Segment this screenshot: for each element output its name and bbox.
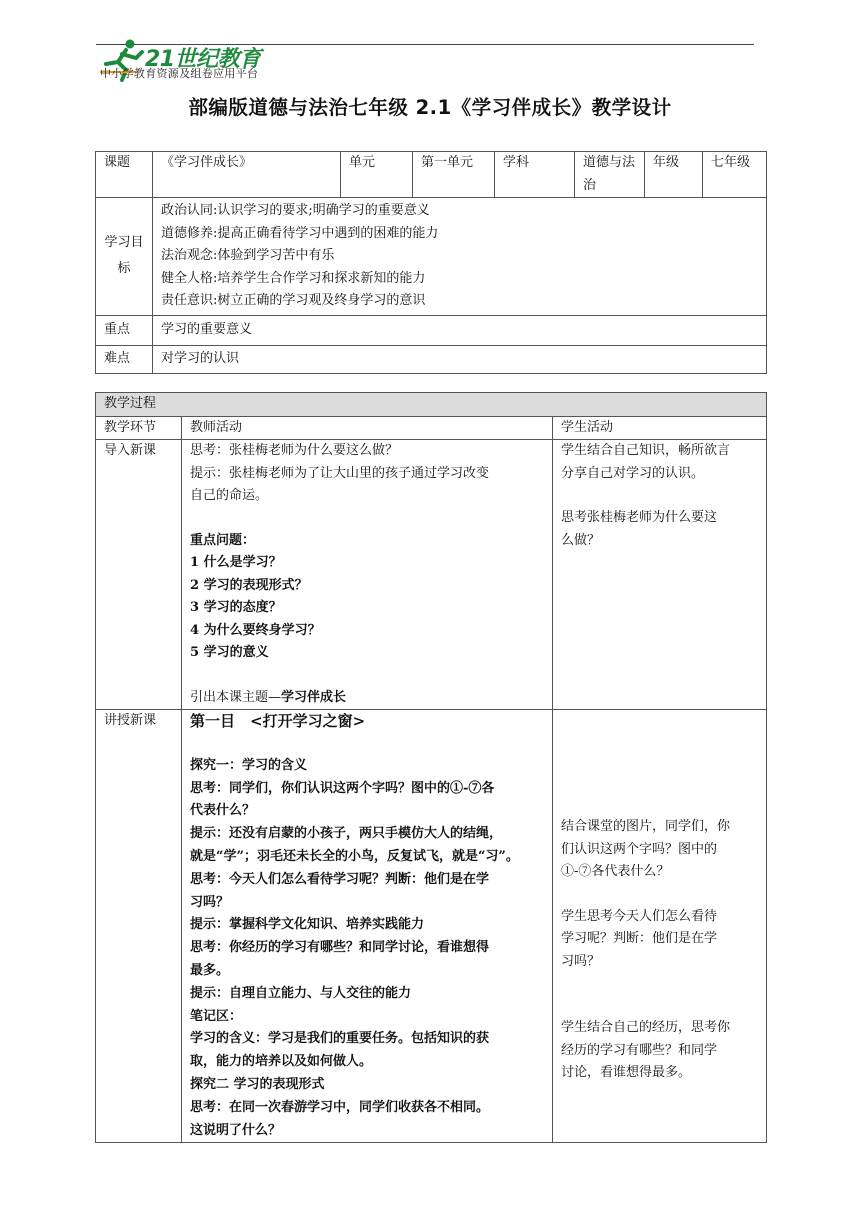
- lesson-info-table: [95, 151, 767, 374]
- page-title: 部编版道德与法治七年级 2.1《学习伴成长》教学设计: [188, 96, 672, 119]
- key-question: 4 为什么要终身学习？: [190, 622, 321, 638]
- student-line: 讨论，看谁想得最多。: [561, 1065, 692, 1080]
- cell-unit-value: 第一单元: [413, 152, 495, 198]
- goal-line: 责任意识:树立正确的学习观及终身学习的意识: [161, 293, 426, 308]
- goal-line: 法治观念:体验到学习苦中有乐: [161, 248, 335, 263]
- info-row-basic: [96, 152, 767, 198]
- spacer: [561, 485, 758, 507]
- cell-goals-label: 学习目标: [96, 198, 153, 316]
- section-title: 第一目 <打开学习之窗>: [190, 712, 366, 730]
- student-activity-intro: [553, 440, 767, 710]
- teacher-line: 学习的含义：学习是我们的重要任务。包括知识的获: [190, 1031, 490, 1047]
- cell-difficulty-value: 对学习的认识: [153, 345, 767, 373]
- cell-grade-label: 年级: [645, 152, 703, 198]
- cell-subject-value: 道德与法治: [575, 152, 645, 198]
- student-line: 结合课堂的图片，同学们，你: [561, 819, 731, 834]
- lead-in-prefix: 引出本课主题—: [190, 689, 282, 705]
- spacer: [190, 665, 544, 687]
- key-question: 3 学习的态度？: [190, 600, 282, 615]
- cell-topic-label: 课题: [96, 152, 153, 198]
- teacher-line: 思考：今天人们怎么看待学习呢？判断：他们是在学: [190, 871, 490, 887]
- stage-intro: 导入新课: [96, 440, 182, 710]
- teacher-line: 这说明了什么？: [190, 1122, 282, 1138]
- teacher-line: 习吗？: [190, 894, 230, 910]
- goal-line: 健全人格:培养学生合作学习和探求新知的能力: [161, 270, 426, 286]
- teacher-line: 思考：你经历的学习有哪些？和同学讨论，看谁想得: [190, 940, 490, 956]
- cell-difficulty-label: 难点: [96, 345, 153, 373]
- process-row-intro: [96, 440, 767, 710]
- spacer: [561, 973, 758, 1017]
- process-heading: 教学过程: [96, 393, 767, 417]
- student-line: 习吗？: [561, 953, 601, 969]
- teacher-line: 探究二 学习的表现形式: [190, 1076, 325, 1092]
- logo-text: 21世纪教育: [145, 47, 261, 72]
- student-line: 思考张桂梅老师为什么要这: [561, 510, 718, 525]
- key-question: 2 学习的表现形式？: [190, 577, 308, 593]
- spacer: [190, 733, 544, 755]
- teacher-line: 笔记区：: [190, 1008, 243, 1024]
- teacher-line: 提示：掌握科学文化知识、培养实践能力: [190, 917, 425, 933]
- student-line: 学生结合自己知识，畅所欲言: [561, 443, 731, 458]
- process-col-header-row: [96, 416, 767, 440]
- info-row-goals: [96, 198, 767, 316]
- teacher-line: 取，能力的培养以及如何做人。: [190, 1054, 373, 1070]
- process-heading-row: [96, 393, 767, 417]
- cell-topic-value: 《学习伴成长》: [153, 152, 341, 198]
- student-line: ①-⑦各代表什么？: [561, 864, 670, 879]
- student-line: 学生思考今天人们怎么看待: [561, 908, 718, 924]
- teacher-line: 思考：同学们，你们认识这两个字吗？图中的①-⑦各: [190, 780, 495, 796]
- logo-subtitle: 中小学教育资源及组卷应用平台: [100, 67, 259, 80]
- col-header-teacher: 教师活动: [182, 416, 553, 440]
- lead-in-topic: 学习伴成长: [281, 689, 347, 705]
- student-line: 们认识这两个字吗？图中的: [561, 841, 718, 857]
- student-line: 学生结合自己的经历，思考你: [561, 1020, 731, 1035]
- cell-subject-label: 学科: [495, 152, 575, 198]
- teacher-line: 提示：还没有启蒙的小孩子，两只手模仿大人的结绳，: [190, 826, 503, 842]
- goal-line: 政治认同:认识学习的要求;明确学习的重要意义: [161, 203, 430, 218]
- col-header-stage: 教学环节: [96, 416, 182, 440]
- student-line: 经历的学习有哪些？和同学: [561, 1042, 718, 1058]
- teacher-line: 提示：自理自立能力、与人交往的能力: [190, 985, 412, 1001]
- teaching-process-table: [95, 392, 767, 1143]
- stage-lecture: 讲授新课: [96, 710, 182, 1143]
- cell-unit-label: 单元: [341, 152, 413, 198]
- cell-key-value: 学习的重要意义: [153, 315, 767, 345]
- student-activity-lecture: [553, 710, 767, 1143]
- goal-line: 道德修养:提高正确看待学习中遇到的困难的能力: [161, 225, 439, 241]
- lead-in-line: [190, 687, 544, 710]
- teacher-line: 就是“学”；羽毛还未长全的小鸟，反复试飞，就是“习”。: [190, 848, 519, 864]
- info-row-difficulty: [96, 345, 767, 373]
- spacer: [190, 508, 544, 530]
- student-line: 学习呢？判断：他们是在学: [561, 931, 718, 946]
- key-question: 5 学习的意义: [190, 645, 269, 660]
- teacher-line: 自己的命运。: [190, 488, 269, 503]
- student-line: 分享自己对学习的认识。: [561, 465, 705, 481]
- col-header-student: 学生活动: [553, 416, 767, 440]
- spacer: [561, 884, 758, 906]
- teacher-line: 思考：在同一次春游学习中，同学们收获各不相同。: [190, 1099, 490, 1115]
- teacher-line: 思考：张桂梅老师为什么要这么做？: [190, 443, 399, 458]
- key-questions-heading: 重点问题：: [190, 532, 256, 548]
- process-row-lecture: [96, 710, 767, 1143]
- student-line: 么做？: [561, 532, 601, 548]
- teacher-line: 最多。: [190, 962, 230, 978]
- cell-grade-value: 七年级: [703, 152, 767, 198]
- key-question: 1 什么是学习？: [190, 555, 282, 570]
- teacher-line: 代表什么？: [190, 803, 256, 819]
- teacher-line: 探究一：学习的含义: [190, 757, 308, 773]
- cell-key-label: 重点: [96, 315, 153, 345]
- info-row-key: [96, 315, 767, 345]
- teacher-line: 提示：张桂梅老师为了让大山里的孩子通过学习改变: [190, 465, 490, 481]
- cell-goals: [153, 198, 767, 316]
- teacher-activity-lecture: [182, 710, 553, 1143]
- teacher-activity-intro: [182, 440, 553, 710]
